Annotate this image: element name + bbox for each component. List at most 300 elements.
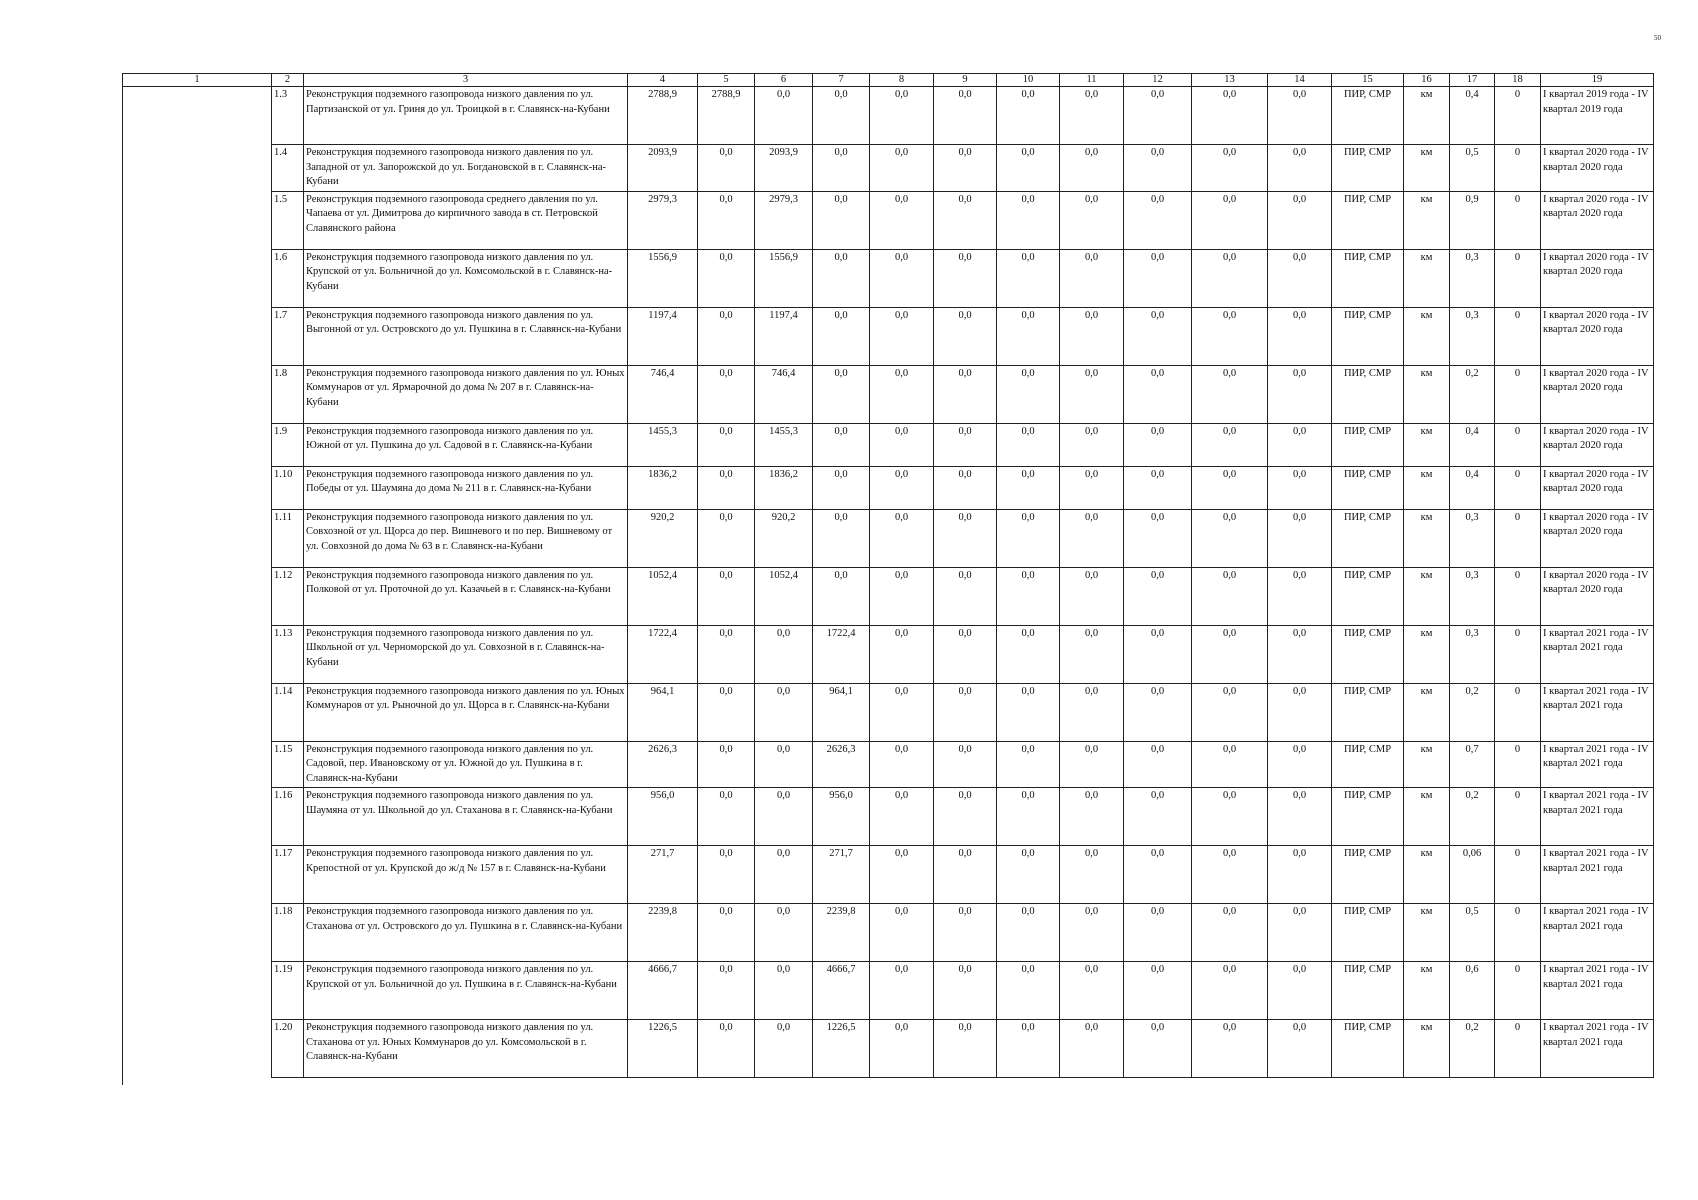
value-cell-c18: 0 bbox=[1495, 846, 1541, 904]
value-cell-c4: 920,2 bbox=[628, 509, 698, 567]
value-cell-c16: км bbox=[1404, 87, 1450, 145]
value-cell-c7: 0,0 bbox=[813, 365, 870, 423]
value-cell-c18: 0 bbox=[1495, 423, 1541, 466]
value-cell-c13: 0,0 bbox=[1192, 365, 1268, 423]
value-cell-c8: 0,0 bbox=[870, 249, 934, 307]
value-cell-c18: 0 bbox=[1495, 962, 1541, 1020]
value-cell-c16: км bbox=[1404, 307, 1450, 365]
period-cell: I квартал 2021 года - IV квартал 2021 года bbox=[1541, 788, 1654, 846]
value-cell-c18: 0 bbox=[1495, 788, 1541, 846]
left-border-stub bbox=[122, 1073, 123, 1085]
value-cell-c9: 0,0 bbox=[934, 904, 997, 962]
value-cell-c10: 0,0 bbox=[997, 191, 1060, 249]
column-header-3: 3 bbox=[304, 74, 628, 87]
row-number-cell: 1.4 bbox=[272, 145, 304, 192]
value-cell-c5: 0,0 bbox=[698, 365, 755, 423]
value-cell-c16: км bbox=[1404, 904, 1450, 962]
value-cell-c18: 0 bbox=[1495, 249, 1541, 307]
empty-cell-col1 bbox=[123, 191, 272, 249]
value-cell-c17: 0,2 bbox=[1450, 365, 1495, 423]
period-cell: I квартал 2020 года - IV квартал 2020 года bbox=[1541, 191, 1654, 249]
table-row bbox=[123, 423, 1654, 466]
value-cell-c18: 0 bbox=[1495, 509, 1541, 567]
value-cell-c12: 0,0 bbox=[1124, 1020, 1192, 1078]
value-cell-c14: 0,0 bbox=[1268, 1020, 1332, 1078]
value-cell-c12: 0,0 bbox=[1124, 423, 1192, 466]
value-cell-c10: 0,0 bbox=[997, 1020, 1060, 1078]
value-cell-c17: 0,3 bbox=[1450, 249, 1495, 307]
value-cell-c17: 0,4 bbox=[1450, 423, 1495, 466]
value-cell-c5: 0,0 bbox=[698, 249, 755, 307]
value-cell-c6: 0,0 bbox=[755, 962, 813, 1020]
value-cell-c9: 0,0 bbox=[934, 846, 997, 904]
value-cell-c9: 0,0 bbox=[934, 191, 997, 249]
value-cell-c6: 0,0 bbox=[755, 1020, 813, 1078]
header-row bbox=[123, 74, 1654, 87]
table-row bbox=[123, 87, 1654, 145]
value-cell-c8: 0,0 bbox=[870, 509, 934, 567]
value-cell-c6: 0,0 bbox=[755, 741, 813, 788]
value-cell-c14: 0,0 bbox=[1268, 466, 1332, 509]
value-cell-c5: 0,0 bbox=[698, 788, 755, 846]
value-cell-c9: 0,0 bbox=[934, 87, 997, 145]
value-cell-c12: 0,0 bbox=[1124, 567, 1192, 625]
value-cell-c4: 2979,3 bbox=[628, 191, 698, 249]
value-cell-c18: 0 bbox=[1495, 191, 1541, 249]
value-cell-c15: ПИР, СМР bbox=[1332, 904, 1404, 962]
value-cell-c9: 0,0 bbox=[934, 249, 997, 307]
value-cell-c5: 0,0 bbox=[698, 846, 755, 904]
description-cell: Реконструкция подземного газопровода низкого давления по ул. Победы от ул. Шаумяна до дома № 211 в г. Славянск-на-Кубани bbox=[304, 466, 628, 509]
row-number-cell: 1.3 bbox=[272, 87, 304, 145]
value-cell-c11: 0,0 bbox=[1060, 788, 1124, 846]
value-cell-c10: 0,0 bbox=[997, 145, 1060, 192]
value-cell-c8: 0,0 bbox=[870, 567, 934, 625]
value-cell-c10: 0,0 bbox=[997, 788, 1060, 846]
value-cell-c13: 0,0 bbox=[1192, 509, 1268, 567]
value-cell-c4: 2093,9 bbox=[628, 145, 698, 192]
value-cell-c15: ПИР, СМР bbox=[1332, 423, 1404, 466]
table-row bbox=[123, 466, 1654, 509]
description-cell: Реконструкция подземного газопровода низкого давления по ул. Стаханова от ул. Островского до ул. Пушкина в г. Славянск-на-Кубани bbox=[304, 904, 628, 962]
column-header-9: 9 bbox=[934, 74, 997, 87]
description-cell: Реконструкция подземного газопровода низкого давления по ул. Крупской от ул. Больничной до ул. Пушкина в г. Славянск-на-Кубани bbox=[304, 962, 628, 1020]
value-cell-c14: 0,0 bbox=[1268, 625, 1332, 683]
table-row bbox=[123, 788, 1654, 846]
value-cell-c15: ПИР, СМР bbox=[1332, 741, 1404, 788]
value-cell-c6: 1455,3 bbox=[755, 423, 813, 466]
value-cell-c8: 0,0 bbox=[870, 307, 934, 365]
value-cell-c12: 0,0 bbox=[1124, 962, 1192, 1020]
value-cell-c9: 0,0 bbox=[934, 145, 997, 192]
column-header-11: 11 bbox=[1060, 74, 1124, 87]
value-cell-c12: 0,0 bbox=[1124, 145, 1192, 192]
value-cell-c14: 0,0 bbox=[1268, 307, 1332, 365]
value-cell-c16: км bbox=[1404, 365, 1450, 423]
value-cell-c18: 0 bbox=[1495, 683, 1541, 741]
value-cell-c17: 0,6 bbox=[1450, 962, 1495, 1020]
value-cell-c15: ПИР, СМР bbox=[1332, 567, 1404, 625]
value-cell-c13: 0,0 bbox=[1192, 1020, 1268, 1078]
value-cell-c5: 0,0 bbox=[698, 307, 755, 365]
value-cell-c17: 0,4 bbox=[1450, 87, 1495, 145]
row-number-cell: 1.13 bbox=[272, 625, 304, 683]
value-cell-c12: 0,0 bbox=[1124, 741, 1192, 788]
period-cell: I квартал 2021 года - IV квартал 2021 года bbox=[1541, 741, 1654, 788]
empty-cell-col1 bbox=[123, 567, 272, 625]
value-cell-c14: 0,0 bbox=[1268, 509, 1332, 567]
value-cell-c13: 0,0 bbox=[1192, 846, 1268, 904]
empty-cell-col1 bbox=[123, 788, 272, 846]
value-cell-c5: 0,0 bbox=[698, 904, 755, 962]
value-cell-c6: 1197,4 bbox=[755, 307, 813, 365]
value-cell-c15: ПИР, СМР bbox=[1332, 87, 1404, 145]
value-cell-c12: 0,0 bbox=[1124, 249, 1192, 307]
value-cell-c8: 0,0 bbox=[870, 191, 934, 249]
value-cell-c15: ПИР, СМР bbox=[1332, 788, 1404, 846]
value-cell-c6: 0,0 bbox=[755, 788, 813, 846]
value-cell-c6: 0,0 bbox=[755, 683, 813, 741]
value-cell-c9: 0,0 bbox=[934, 741, 997, 788]
period-cell: I квартал 2020 года - IV квартал 2020 года bbox=[1541, 466, 1654, 509]
value-cell-c9: 0,0 bbox=[934, 365, 997, 423]
value-cell-c12: 0,0 bbox=[1124, 307, 1192, 365]
value-cell-c17: 0,5 bbox=[1450, 145, 1495, 192]
value-cell-c17: 0,2 bbox=[1450, 1020, 1495, 1078]
value-cell-c13: 0,0 bbox=[1192, 567, 1268, 625]
table-row bbox=[123, 683, 1654, 741]
value-cell-c10: 0,0 bbox=[997, 567, 1060, 625]
value-cell-c6: 1052,4 bbox=[755, 567, 813, 625]
value-cell-c15: ПИР, СМР bbox=[1332, 191, 1404, 249]
value-cell-c8: 0,0 bbox=[870, 904, 934, 962]
value-cell-c17: 0,3 bbox=[1450, 567, 1495, 625]
description-cell: Реконструкция подземного газопровода среднего давления по ул. Чапаева от ул. Димитрова до кирпичного завода в ст. Петровской Славянского района bbox=[304, 191, 628, 249]
value-cell-c6: 0,0 bbox=[755, 846, 813, 904]
value-cell-c15: ПИР, СМР bbox=[1332, 625, 1404, 683]
column-header-10: 10 bbox=[997, 74, 1060, 87]
column-header-7: 7 bbox=[813, 74, 870, 87]
value-cell-c8: 0,0 bbox=[870, 683, 934, 741]
empty-cell-col1 bbox=[123, 683, 272, 741]
value-cell-c7: 0,0 bbox=[813, 423, 870, 466]
value-cell-c11: 0,0 bbox=[1060, 509, 1124, 567]
value-cell-c10: 0,0 bbox=[997, 249, 1060, 307]
period-cell: I квартал 2020 года - IV квартал 2020 года bbox=[1541, 509, 1654, 567]
value-cell-c12: 0,0 bbox=[1124, 87, 1192, 145]
value-cell-c16: км bbox=[1404, 1020, 1450, 1078]
value-cell-c7: 964,1 bbox=[813, 683, 870, 741]
value-cell-c15: ПИР, СМР bbox=[1332, 307, 1404, 365]
value-cell-c12: 0,0 bbox=[1124, 466, 1192, 509]
empty-cell-col1 bbox=[123, 145, 272, 192]
value-cell-c16: км bbox=[1404, 249, 1450, 307]
value-cell-c5: 0,0 bbox=[698, 962, 755, 1020]
row-number-cell: 1.6 bbox=[272, 249, 304, 307]
value-cell-c7: 1722,4 bbox=[813, 625, 870, 683]
value-cell-c11: 0,0 bbox=[1060, 423, 1124, 466]
empty-cell-col1 bbox=[123, 466, 272, 509]
value-cell-c13: 0,0 bbox=[1192, 625, 1268, 683]
value-cell-c10: 0,0 bbox=[997, 846, 1060, 904]
value-cell-c6: 1556,9 bbox=[755, 249, 813, 307]
value-cell-c12: 0,0 bbox=[1124, 904, 1192, 962]
value-cell-c15: ПИР, СМР bbox=[1332, 365, 1404, 423]
period-cell: I квартал 2021 года - IV квартал 2021 года bbox=[1541, 904, 1654, 962]
value-cell-c9: 0,0 bbox=[934, 509, 997, 567]
table-row bbox=[123, 1020, 1654, 1078]
column-header-2: 2 bbox=[272, 74, 304, 87]
empty-cell-col1 bbox=[123, 741, 272, 788]
value-cell-c10: 0,0 bbox=[997, 423, 1060, 466]
value-cell-c4: 2788,9 bbox=[628, 87, 698, 145]
value-cell-c11: 0,0 bbox=[1060, 307, 1124, 365]
value-cell-c5: 2788,9 bbox=[698, 87, 755, 145]
value-cell-c4: 1052,4 bbox=[628, 567, 698, 625]
table-row bbox=[123, 249, 1654, 307]
empty-cell-col1 bbox=[123, 625, 272, 683]
value-cell-c17: 0,3 bbox=[1450, 625, 1495, 683]
value-cell-c8: 0,0 bbox=[870, 423, 934, 466]
value-cell-c14: 0,0 bbox=[1268, 423, 1332, 466]
row-number-cell: 1.20 bbox=[272, 1020, 304, 1078]
value-cell-c6: 2093,9 bbox=[755, 145, 813, 192]
period-cell: I квартал 2020 года - IV квартал 2020 года bbox=[1541, 307, 1654, 365]
value-cell-c8: 0,0 bbox=[870, 365, 934, 423]
value-cell-c8: 0,0 bbox=[870, 466, 934, 509]
value-cell-c4: 746,4 bbox=[628, 365, 698, 423]
period-cell: I квартал 2021 года - IV квартал 2021 года bbox=[1541, 846, 1654, 904]
gas-pipeline-table bbox=[122, 73, 1654, 1078]
empty-cell-col1 bbox=[123, 307, 272, 365]
value-cell-c17: 0,2 bbox=[1450, 683, 1495, 741]
value-cell-c4: 2239,8 bbox=[628, 904, 698, 962]
row-number-cell: 1.17 bbox=[272, 846, 304, 904]
column-header-8: 8 bbox=[870, 74, 934, 87]
value-cell-c9: 0,0 bbox=[934, 466, 997, 509]
value-cell-c18: 0 bbox=[1495, 567, 1541, 625]
period-cell: I квартал 2019 года - IV квартал 2019 года bbox=[1541, 87, 1654, 145]
value-cell-c15: ПИР, СМР bbox=[1332, 683, 1404, 741]
description-cell: Реконструкция подземного газопровода низкого давления по ул. Крепостной от ул. Крупской до ж/д № 157 в г. Славянск-на-Кубани bbox=[304, 846, 628, 904]
row-number-cell: 1.8 bbox=[272, 365, 304, 423]
value-cell-c5: 0,0 bbox=[698, 1020, 755, 1078]
value-cell-c16: км bbox=[1404, 423, 1450, 466]
value-cell-c16: км bbox=[1404, 145, 1450, 192]
column-header-16: 16 bbox=[1404, 74, 1450, 87]
empty-cell-col1 bbox=[123, 962, 272, 1020]
empty-cell-col1 bbox=[123, 1020, 272, 1078]
column-header-15: 15 bbox=[1332, 74, 1404, 87]
value-cell-c4: 1722,4 bbox=[628, 625, 698, 683]
value-cell-c4: 964,1 bbox=[628, 683, 698, 741]
column-header-17: 17 bbox=[1450, 74, 1495, 87]
value-cell-c10: 0,0 bbox=[997, 87, 1060, 145]
period-cell: I квартал 2020 года - IV квартал 2020 года bbox=[1541, 567, 1654, 625]
description-cell: Реконструкция подземного газопровода низкого давления по ул. Юных Коммунаров от ул. Рыночной до ул. Щорса в г. Славянск-на-Кубани bbox=[304, 683, 628, 741]
description-cell: Реконструкция подземного газопровода низкого давления по ул. Школьной от ул. Черноморской до ул. Совхозной в г. Славянск-на-Кубани bbox=[304, 625, 628, 683]
value-cell-c12: 0,0 bbox=[1124, 509, 1192, 567]
value-cell-c8: 0,0 bbox=[870, 962, 934, 1020]
empty-cell-col1 bbox=[123, 249, 272, 307]
value-cell-c10: 0,0 bbox=[997, 625, 1060, 683]
value-cell-c10: 0,0 bbox=[997, 962, 1060, 1020]
value-cell-c9: 0,0 bbox=[934, 1020, 997, 1078]
value-cell-c10: 0,0 bbox=[997, 683, 1060, 741]
value-cell-c7: 0,0 bbox=[813, 509, 870, 567]
table-row bbox=[123, 904, 1654, 962]
value-cell-c14: 0,0 bbox=[1268, 846, 1332, 904]
value-cell-c5: 0,0 bbox=[698, 567, 755, 625]
value-cell-c18: 0 bbox=[1495, 904, 1541, 962]
value-cell-c7: 1226,5 bbox=[813, 1020, 870, 1078]
value-cell-c15: ПИР, СМР bbox=[1332, 1020, 1404, 1078]
value-cell-c8: 0,0 bbox=[870, 145, 934, 192]
value-cell-c6: 746,4 bbox=[755, 365, 813, 423]
table-row bbox=[123, 307, 1654, 365]
value-cell-c13: 0,0 bbox=[1192, 741, 1268, 788]
value-cell-c16: км bbox=[1404, 509, 1450, 567]
description-cell: Реконструкция подземного газопровода низкого давления по ул. Выгонной от ул. Островского до ул. Пушкина в г. Славянск-на-Кубани bbox=[304, 307, 628, 365]
value-cell-c7: 4666,7 bbox=[813, 962, 870, 1020]
value-cell-c11: 0,0 bbox=[1060, 1020, 1124, 1078]
value-cell-c7: 271,7 bbox=[813, 846, 870, 904]
table-row bbox=[123, 145, 1654, 192]
value-cell-c16: км bbox=[1404, 191, 1450, 249]
table-row bbox=[123, 846, 1654, 904]
value-cell-c6: 0,0 bbox=[755, 904, 813, 962]
value-cell-c12: 0,0 bbox=[1124, 191, 1192, 249]
value-cell-c5: 0,0 bbox=[698, 423, 755, 466]
value-cell-c7: 956,0 bbox=[813, 788, 870, 846]
value-cell-c11: 0,0 bbox=[1060, 741, 1124, 788]
column-header-13: 13 bbox=[1192, 74, 1268, 87]
row-number-cell: 1.9 bbox=[272, 423, 304, 466]
value-cell-c11: 0,0 bbox=[1060, 145, 1124, 192]
empty-cell-col1 bbox=[123, 423, 272, 466]
description-cell: Реконструкция подземного газопровода низкого давления по ул. Юных Коммунаров от ул. Ярмарочной до дома № 207 в г. Славянск-на-Кубани bbox=[304, 365, 628, 423]
value-cell-c6: 0,0 bbox=[755, 625, 813, 683]
period-cell: I квартал 2020 года - IV квартал 2020 года bbox=[1541, 365, 1654, 423]
period-cell: I квартал 2020 года - IV квартал 2020 года bbox=[1541, 249, 1654, 307]
value-cell-c14: 0,0 bbox=[1268, 567, 1332, 625]
column-header-6: 6 bbox=[755, 74, 813, 87]
empty-cell-col1 bbox=[123, 87, 272, 145]
value-cell-c16: км bbox=[1404, 846, 1450, 904]
value-cell-c7: 2239,8 bbox=[813, 904, 870, 962]
value-cell-c8: 0,0 bbox=[870, 625, 934, 683]
row-number-cell: 1.7 bbox=[272, 307, 304, 365]
value-cell-c7: 0,0 bbox=[813, 191, 870, 249]
value-cell-c15: ПИР, СМР bbox=[1332, 145, 1404, 192]
table-row bbox=[123, 509, 1654, 567]
value-cell-c14: 0,0 bbox=[1268, 683, 1332, 741]
value-cell-c7: 0,0 bbox=[813, 145, 870, 192]
table-row bbox=[123, 962, 1654, 1020]
column-header-4: 4 bbox=[628, 74, 698, 87]
value-cell-c16: км bbox=[1404, 962, 1450, 1020]
value-cell-c13: 0,0 bbox=[1192, 962, 1268, 1020]
value-cell-c7: 0,0 bbox=[813, 466, 870, 509]
value-cell-c7: 0,0 bbox=[813, 567, 870, 625]
value-cell-c4: 956,0 bbox=[628, 788, 698, 846]
value-cell-c17: 0,3 bbox=[1450, 307, 1495, 365]
value-cell-c11: 0,0 bbox=[1060, 249, 1124, 307]
description-cell: Реконструкция подземного газопровода низкого давления по ул. Западной от ул. Запорожской до ул. Богдановской в г. Славянск-на-Кубани bbox=[304, 145, 628, 192]
value-cell-c9: 0,0 bbox=[934, 625, 997, 683]
value-cell-c9: 0,0 bbox=[934, 423, 997, 466]
value-cell-c16: км bbox=[1404, 741, 1450, 788]
row-number-cell: 1.18 bbox=[272, 904, 304, 962]
value-cell-c5: 0,0 bbox=[698, 191, 755, 249]
table-row bbox=[123, 625, 1654, 683]
column-header-18: 18 bbox=[1495, 74, 1541, 87]
row-number-cell: 1.12 bbox=[272, 567, 304, 625]
description-cell: Реконструкция подземного газопровода низкого давления по ул. Садовой, пер. Ивановскому от ул. Южной до ул. Пушкина в г. Славянск-на-Кубани bbox=[304, 741, 628, 788]
value-cell-c10: 0,0 bbox=[997, 365, 1060, 423]
value-cell-c17: 0,7 bbox=[1450, 741, 1495, 788]
value-cell-c5: 0,0 bbox=[698, 145, 755, 192]
value-cell-c5: 0,0 bbox=[698, 683, 755, 741]
empty-cell-col1 bbox=[123, 846, 272, 904]
table-row bbox=[123, 567, 1654, 625]
value-cell-c11: 0,0 bbox=[1060, 904, 1124, 962]
column-header-19: 19 bbox=[1541, 74, 1654, 87]
value-cell-c18: 0 bbox=[1495, 741, 1541, 788]
value-cell-c13: 0,0 bbox=[1192, 191, 1268, 249]
table-row bbox=[123, 191, 1654, 249]
row-number-cell: 1.5 bbox=[272, 191, 304, 249]
period-cell: I квартал 2021 года - IV квартал 2021 года bbox=[1541, 1020, 1654, 1078]
value-cell-c18: 0 bbox=[1495, 625, 1541, 683]
value-cell-c17: 0,3 bbox=[1450, 509, 1495, 567]
value-cell-c15: ПИР, СМР bbox=[1332, 249, 1404, 307]
value-cell-c5: 0,0 bbox=[698, 509, 755, 567]
value-cell-c18: 0 bbox=[1495, 365, 1541, 423]
value-cell-c12: 0,0 bbox=[1124, 625, 1192, 683]
value-cell-c8: 0,0 bbox=[870, 741, 934, 788]
value-cell-c6: 2979,3 bbox=[755, 191, 813, 249]
page-number: 50 bbox=[1654, 34, 1661, 42]
value-cell-c14: 0,0 bbox=[1268, 87, 1332, 145]
value-cell-c18: 0 bbox=[1495, 1020, 1541, 1078]
row-number-cell: 1.15 bbox=[272, 741, 304, 788]
description-cell: Реконструкция подземного газопровода низкого давления по ул. Совхозной от ул. Щорса до пер. Вишневого и по пер. Вишневому от ул. Совхозной до дома № 63 в г. Славянск-на-Кубани bbox=[304, 509, 628, 567]
table-row bbox=[123, 365, 1654, 423]
value-cell-c12: 0,0 bbox=[1124, 365, 1192, 423]
value-cell-c15: ПИР, СМР bbox=[1332, 962, 1404, 1020]
value-cell-c18: 0 bbox=[1495, 145, 1541, 192]
value-cell-c15: ПИР, СМР bbox=[1332, 846, 1404, 904]
value-cell-c15: ПИР, СМР bbox=[1332, 509, 1404, 567]
value-cell-c10: 0,0 bbox=[997, 509, 1060, 567]
value-cell-c6: 1836,2 bbox=[755, 466, 813, 509]
value-cell-c4: 4666,7 bbox=[628, 962, 698, 1020]
value-cell-c17: 0,4 bbox=[1450, 466, 1495, 509]
value-cell-c18: 0 bbox=[1495, 87, 1541, 145]
value-cell-c6: 920,2 bbox=[755, 509, 813, 567]
value-cell-c4: 1226,5 bbox=[628, 1020, 698, 1078]
value-cell-c12: 0,0 bbox=[1124, 846, 1192, 904]
value-cell-c11: 0,0 bbox=[1060, 191, 1124, 249]
value-cell-c16: км bbox=[1404, 567, 1450, 625]
period-cell: I квартал 2021 года - IV квартал 2021 года bbox=[1541, 962, 1654, 1020]
row-number-cell: 1.19 bbox=[272, 962, 304, 1020]
value-cell-c7: 2626,3 bbox=[813, 741, 870, 788]
value-cell-c14: 0,0 bbox=[1268, 741, 1332, 788]
value-cell-c17: 0,06 bbox=[1450, 846, 1495, 904]
value-cell-c7: 0,0 bbox=[813, 249, 870, 307]
